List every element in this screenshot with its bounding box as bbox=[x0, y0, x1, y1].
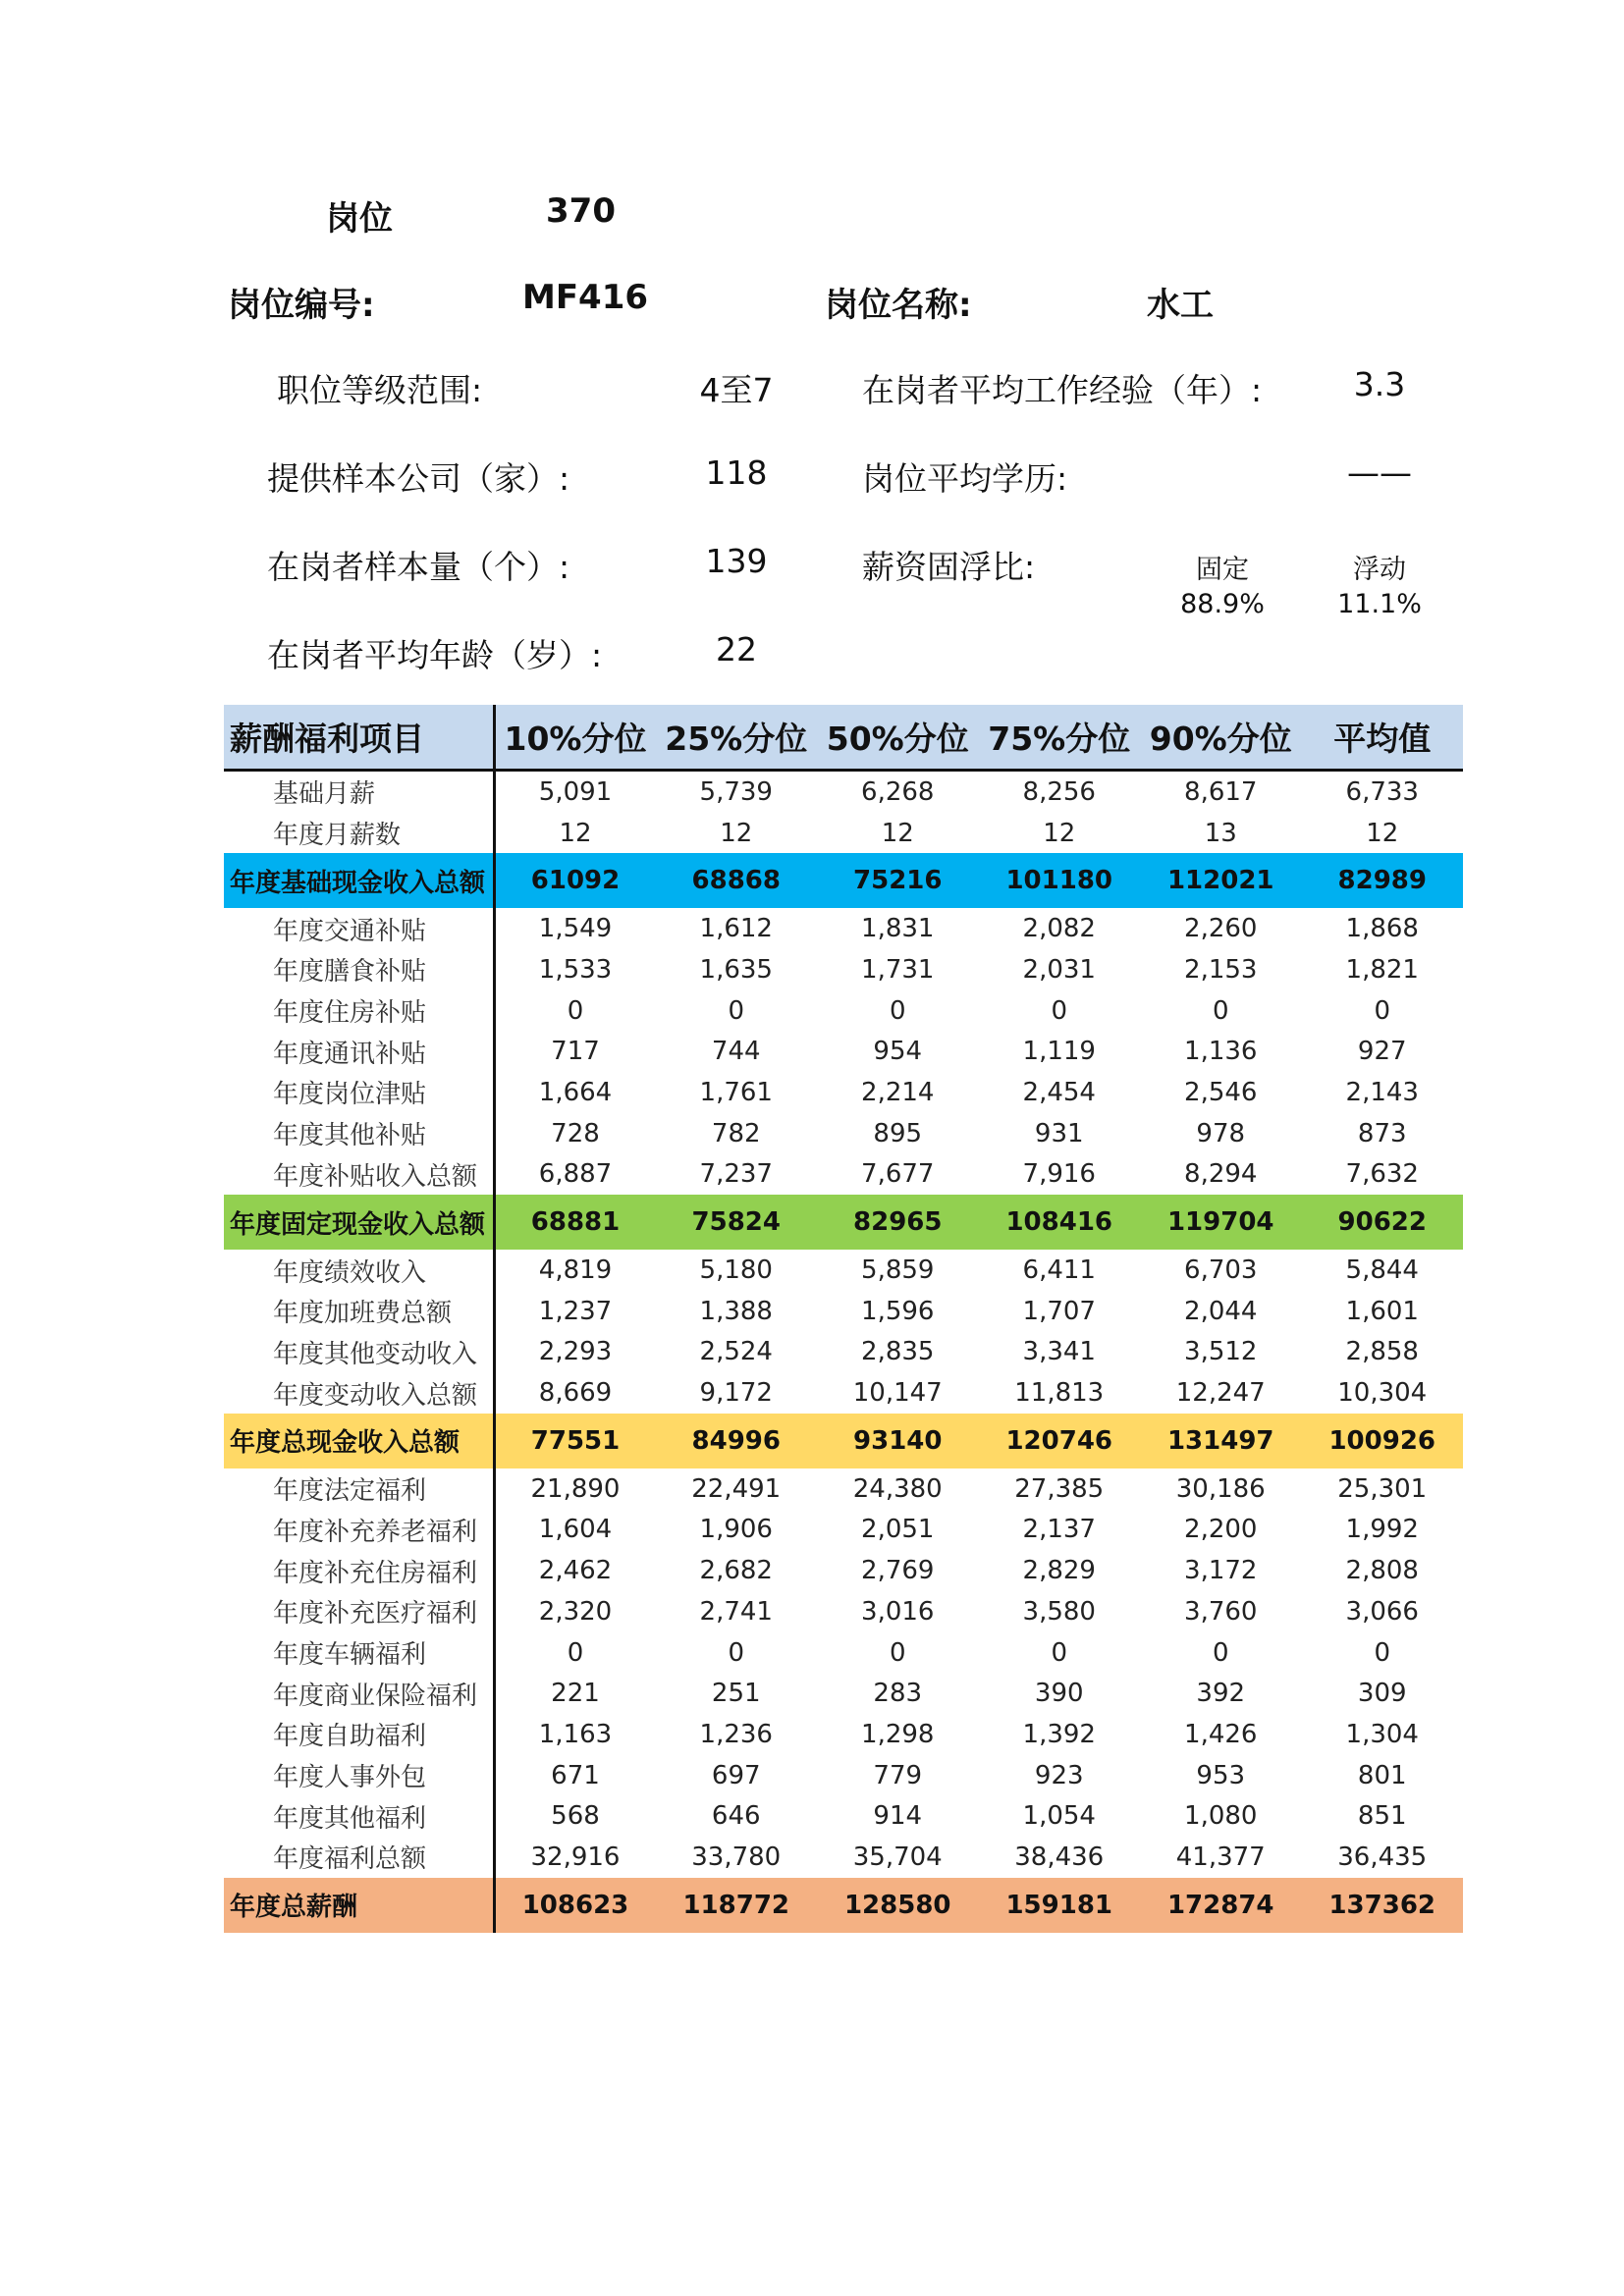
row-label: 年度补充养老福利 bbox=[224, 1510, 494, 1551]
table-cell: 5,739 bbox=[699, 776, 773, 807]
table-cell: 2,524 bbox=[699, 1337, 773, 1367]
table-cell: 744 bbox=[711, 1037, 761, 1067]
table-cell: 568 bbox=[551, 1801, 600, 1832]
table-cell: 2,808 bbox=[1345, 1556, 1419, 1586]
table-cell: 221 bbox=[551, 1679, 600, 1709]
column-header: 75%分位 bbox=[979, 705, 1141, 771]
table-cell: 2,320 bbox=[538, 1596, 613, 1627]
summary-row bbox=[224, 1878, 1463, 1933]
table-cell: 12 bbox=[720, 818, 753, 848]
table-cell: 11,813 bbox=[1014, 1378, 1105, 1409]
table-cell: 119704 bbox=[1166, 1207, 1274, 1238]
table-cell: 0 bbox=[889, 995, 906, 1026]
table-row bbox=[224, 1550, 1463, 1591]
compensation-table bbox=[224, 705, 1463, 1933]
table-cell: 118772 bbox=[682, 1890, 790, 1920]
table-cell: 1,906 bbox=[699, 1515, 773, 1545]
table-cell: 6,703 bbox=[1184, 1255, 1258, 1286]
table-cell: 108416 bbox=[1005, 1207, 1113, 1238]
table-cell: 1,707 bbox=[1022, 1296, 1096, 1326]
table-cell: 12 bbox=[881, 818, 914, 848]
avg-age-label: 在岗者平均年龄（岁）: bbox=[267, 636, 603, 674]
table-cell: 1,163 bbox=[538, 1719, 613, 1749]
table-cell: 851 bbox=[1357, 1801, 1407, 1832]
table-cell: 128580 bbox=[843, 1890, 951, 1920]
table-cell: 30,186 bbox=[1175, 1473, 1266, 1504]
table-cell: 1,392 bbox=[1022, 1719, 1096, 1749]
table-cell: 120746 bbox=[1005, 1425, 1113, 1456]
table-row bbox=[224, 1031, 1463, 1072]
table-cell: 33,780 bbox=[691, 1842, 782, 1872]
table-cell: 8,617 bbox=[1184, 776, 1258, 807]
table-cell: 3,066 bbox=[1345, 1596, 1419, 1627]
table-row bbox=[224, 1714, 1463, 1755]
table-cell: 3,580 bbox=[1022, 1596, 1096, 1627]
table-cell: 1,080 bbox=[1184, 1801, 1258, 1832]
table-cell: 7,632 bbox=[1345, 1159, 1419, 1190]
table-cell: 36,435 bbox=[1337, 1842, 1428, 1872]
table-cell: 3,016 bbox=[861, 1596, 935, 1627]
table-cell: 4,819 bbox=[538, 1255, 613, 1286]
column-header: 平均值 bbox=[1302, 705, 1464, 771]
table-cell: 7,237 bbox=[699, 1159, 773, 1190]
table-cell: 1,549 bbox=[538, 914, 613, 944]
table-cell: 1,821 bbox=[1345, 954, 1419, 985]
table-cell: 2,031 bbox=[1022, 954, 1096, 985]
table-cell: 1,304 bbox=[1345, 1719, 1419, 1749]
table-cell: 0 bbox=[567, 995, 584, 1026]
fixed-value: 88.9% bbox=[1180, 589, 1265, 619]
table-row bbox=[224, 1837, 1463, 1878]
table-cell: 13 bbox=[1204, 818, 1237, 848]
table-cell: 82989 bbox=[1337, 866, 1427, 896]
table-cell: 0 bbox=[1212, 995, 1229, 1026]
table-row bbox=[224, 990, 1463, 1032]
row-label: 年度自助福利 bbox=[224, 1714, 494, 1755]
table-cell: 7,677 bbox=[861, 1159, 935, 1190]
post-name-value: 水工 bbox=[1147, 286, 1214, 325]
table-cell: 392 bbox=[1196, 1679, 1246, 1709]
table-cell: 5,180 bbox=[699, 1255, 773, 1286]
table-cell: 1,664 bbox=[538, 1077, 613, 1107]
row-label: 年度人事外包 bbox=[224, 1755, 494, 1796]
table-cell: 32,916 bbox=[530, 1842, 621, 1872]
table-cell: 1,831 bbox=[861, 914, 935, 944]
fixed-float-ratio-label: 薪资固浮比: bbox=[862, 548, 1036, 586]
table-cell: 3,512 bbox=[1184, 1337, 1258, 1367]
table-cell: 1,236 bbox=[699, 1719, 773, 1749]
table-cell: 1,601 bbox=[1345, 1296, 1419, 1326]
table-cell: 5,091 bbox=[538, 776, 613, 807]
table-cell: 873 bbox=[1357, 1118, 1407, 1148]
table-cell: 914 bbox=[873, 1801, 923, 1832]
table-cell: 101180 bbox=[1005, 866, 1113, 896]
row-label: 年度福利总额 bbox=[224, 1837, 494, 1878]
table-cell: 2,293 bbox=[538, 1337, 613, 1367]
table-cell: 172874 bbox=[1166, 1890, 1274, 1920]
row-label: 年度绩效收入 bbox=[224, 1250, 494, 1291]
table-cell: 646 bbox=[711, 1801, 761, 1832]
table-cell: 390 bbox=[1034, 1679, 1084, 1709]
table-cell: 8,669 bbox=[538, 1378, 613, 1409]
table-cell: 68868 bbox=[691, 866, 781, 896]
row-label: 年度补充住房福利 bbox=[224, 1550, 494, 1591]
fixed-label: 固定 bbox=[1196, 555, 1249, 585]
table-row bbox=[224, 1154, 1463, 1196]
table-cell: 9,172 bbox=[699, 1378, 773, 1409]
table-row bbox=[224, 1795, 1463, 1837]
table-cell: 2,214 bbox=[861, 1077, 935, 1107]
table-cell: 2,044 bbox=[1184, 1296, 1258, 1326]
table-cell: 931 bbox=[1034, 1118, 1084, 1148]
row-label: 年度补贴收入总额 bbox=[224, 1154, 494, 1196]
table-cell: 2,137 bbox=[1022, 1515, 1096, 1545]
row-label: 年度固定现金收入总额 bbox=[224, 1195, 494, 1250]
table-cell: 90622 bbox=[1337, 1207, 1427, 1238]
table-cell: 1,731 bbox=[861, 954, 935, 985]
row-label: 年度总现金收入总额 bbox=[224, 1414, 494, 1468]
table-cell: 717 bbox=[551, 1037, 600, 1067]
table-cell: 3,760 bbox=[1184, 1596, 1258, 1627]
table-cell: 2,741 bbox=[699, 1596, 773, 1627]
table-row bbox=[224, 1332, 1463, 1373]
table-cell: 84996 bbox=[691, 1425, 781, 1456]
table-cell: 100926 bbox=[1328, 1425, 1436, 1456]
table-cell: 6,268 bbox=[861, 776, 935, 807]
row-label: 年度其他福利 bbox=[224, 1795, 494, 1837]
row-label: 年度商业保险福利 bbox=[224, 1673, 494, 1714]
table-cell: 27,385 bbox=[1014, 1473, 1105, 1504]
summary-row bbox=[224, 853, 1463, 908]
table-row bbox=[224, 1510, 1463, 1551]
table-cell: 35,704 bbox=[852, 1842, 943, 1872]
table-cell: 12 bbox=[559, 818, 592, 848]
table-cell: 61092 bbox=[530, 866, 621, 896]
sample-companies-label: 提供样本公司（家）: bbox=[267, 459, 570, 498]
sample-companies-value: 118 bbox=[705, 454, 768, 492]
table-cell: 2,153 bbox=[1184, 954, 1258, 985]
table-cell: 75216 bbox=[853, 866, 943, 896]
table-cell: 75824 bbox=[691, 1207, 781, 1238]
table-cell: 25,301 bbox=[1337, 1473, 1428, 1504]
row-label: 年度车辆福利 bbox=[224, 1632, 494, 1674]
table-cell: 8,256 bbox=[1022, 776, 1096, 807]
table-cell: 6,733 bbox=[1345, 776, 1419, 807]
table-cell: 112021 bbox=[1166, 866, 1274, 896]
row-label: 年度基础现金收入总额 bbox=[224, 853, 494, 908]
table-cell: 2,143 bbox=[1345, 1077, 1419, 1107]
table-cell: 2,260 bbox=[1184, 914, 1258, 944]
post-code-label: 岗位编号: bbox=[228, 286, 375, 325]
column-header: 薪酬福利项目 bbox=[224, 705, 494, 771]
table-cell: 0 bbox=[1374, 995, 1391, 1026]
avg-experience-label: 在岗者平均工作经验（年）: bbox=[862, 371, 1263, 409]
table-cell: 159181 bbox=[1005, 1890, 1113, 1920]
row-label: 基础月薪 bbox=[224, 771, 494, 813]
row-label: 年度变动收入总额 bbox=[224, 1372, 494, 1414]
table-cell: 1,298 bbox=[861, 1719, 935, 1749]
table-cell: 6,887 bbox=[538, 1159, 613, 1190]
row-label: 年度其他变动收入 bbox=[224, 1332, 494, 1373]
table-cell: 251 bbox=[711, 1679, 761, 1709]
post-name-label: 岗位名称: bbox=[825, 286, 972, 325]
table-row bbox=[224, 1250, 1463, 1291]
column-header: 10%分位 bbox=[494, 705, 656, 771]
table-cell: 2,835 bbox=[861, 1337, 935, 1367]
row-label: 年度其他补贴 bbox=[224, 1113, 494, 1154]
table-cell: 3,172 bbox=[1184, 1556, 1258, 1586]
table-cell: 1,054 bbox=[1022, 1801, 1096, 1832]
table-row bbox=[224, 1113, 1463, 1154]
table-cell: 895 bbox=[873, 1118, 923, 1148]
post-value: 370 bbox=[546, 191, 616, 231]
table-cell: 93140 bbox=[853, 1425, 943, 1456]
row-label: 年度膳食补贴 bbox=[224, 949, 494, 990]
table-cell: 1,237 bbox=[538, 1296, 613, 1326]
table-cell: 137362 bbox=[1328, 1890, 1436, 1920]
table-row bbox=[224, 1291, 1463, 1332]
table-cell: 108623 bbox=[521, 1890, 629, 1920]
table-cell: 1,604 bbox=[538, 1515, 613, 1545]
table-cell: 7,916 bbox=[1022, 1159, 1096, 1190]
table-row bbox=[224, 908, 1463, 949]
avg-education-value: —— bbox=[1347, 454, 1412, 492]
post-code-value: MF416 bbox=[522, 278, 649, 317]
table-cell: 978 bbox=[1196, 1118, 1246, 1148]
table-row bbox=[224, 1591, 1463, 1632]
table-cell: 923 bbox=[1034, 1760, 1084, 1790]
table-cell: 24,380 bbox=[852, 1473, 943, 1504]
table-cell: 671 bbox=[551, 1760, 600, 1790]
table-cell: 8,294 bbox=[1184, 1159, 1258, 1190]
table-cell: 22,491 bbox=[691, 1473, 782, 1504]
table-header-row bbox=[224, 705, 1463, 771]
table-cell: 1,533 bbox=[538, 954, 613, 985]
table-cell: 12 bbox=[1366, 818, 1399, 848]
table-cell: 927 bbox=[1357, 1037, 1407, 1067]
table-cell: 0 bbox=[1051, 1637, 1068, 1668]
table-cell: 1,635 bbox=[699, 954, 773, 985]
row-label: 年度月薪数 bbox=[224, 813, 494, 854]
table-cell: 2,858 bbox=[1345, 1337, 1419, 1367]
table-cell: 12 bbox=[1043, 818, 1076, 848]
float-value: 11.1% bbox=[1337, 589, 1422, 619]
table-cell: 0 bbox=[728, 995, 745, 1026]
table-cell: 82965 bbox=[853, 1207, 943, 1238]
table-cell: 283 bbox=[873, 1679, 923, 1709]
avg-age-value: 22 bbox=[716, 630, 757, 668]
table-cell: 21,890 bbox=[530, 1473, 621, 1504]
table-cell: 1,119 bbox=[1022, 1037, 1096, 1067]
row-label: 年度总薪酬 bbox=[224, 1878, 494, 1933]
table-cell: 1,596 bbox=[861, 1296, 935, 1326]
sample-size-value: 139 bbox=[705, 542, 768, 580]
table-cell: 2,462 bbox=[538, 1556, 613, 1586]
summary-row bbox=[224, 1414, 1463, 1468]
post-label: 岗位 bbox=[326, 199, 393, 239]
column-header: 90%分位 bbox=[1140, 705, 1302, 771]
table-cell: 2,769 bbox=[861, 1556, 935, 1586]
table-row bbox=[224, 1632, 1463, 1674]
table-row bbox=[224, 1072, 1463, 1113]
avg-education-label: 岗位平均学历: bbox=[862, 459, 1068, 498]
table-row bbox=[224, 813, 1463, 854]
table-cell: 131497 bbox=[1166, 1425, 1274, 1456]
table-cell: 2,051 bbox=[861, 1515, 935, 1545]
table-cell: 38,436 bbox=[1014, 1842, 1105, 1872]
table-row bbox=[224, 1372, 1463, 1414]
table-cell: 309 bbox=[1357, 1679, 1407, 1709]
row-label: 年度岗位津贴 bbox=[224, 1072, 494, 1113]
table-cell: 1,761 bbox=[699, 1077, 773, 1107]
table-cell: 954 bbox=[873, 1037, 923, 1067]
column-header: 50%分位 bbox=[817, 705, 979, 771]
table-cell: 2,082 bbox=[1022, 914, 1096, 944]
table-cell: 1,992 bbox=[1345, 1515, 1419, 1545]
table-cell: 2,829 bbox=[1022, 1556, 1096, 1586]
table-cell: 0 bbox=[1212, 1637, 1229, 1668]
table-cell: 779 bbox=[873, 1760, 923, 1790]
table-cell: 10,147 bbox=[852, 1378, 943, 1409]
grade-range-label: 职位等级范围: bbox=[277, 371, 483, 409]
table-cell: 953 bbox=[1196, 1760, 1246, 1790]
table-cell: 1,612 bbox=[699, 914, 773, 944]
table-row bbox=[224, 1673, 1463, 1714]
grade-range-value: 4至7 bbox=[699, 371, 774, 409]
table-row bbox=[224, 949, 1463, 990]
table-cell: 0 bbox=[567, 1637, 584, 1668]
row-label: 年度住房补贴 bbox=[224, 990, 494, 1032]
table-cell: 782 bbox=[711, 1118, 761, 1148]
table-cell: 1,136 bbox=[1184, 1037, 1258, 1067]
table-cell: 1,388 bbox=[699, 1296, 773, 1326]
table-cell: 77551 bbox=[530, 1425, 621, 1456]
table-cell: 2,682 bbox=[699, 1556, 773, 1586]
summary-row bbox=[224, 1195, 1463, 1250]
table-body bbox=[224, 771, 1463, 1933]
table-cell: 10,304 bbox=[1337, 1378, 1428, 1409]
table-cell: 1,868 bbox=[1345, 914, 1419, 944]
table-cell: 0 bbox=[889, 1637, 906, 1668]
table-cell: 5,844 bbox=[1345, 1255, 1419, 1286]
row-label: 年度加班费总额 bbox=[224, 1291, 494, 1332]
table-cell: 801 bbox=[1357, 1760, 1407, 1790]
table-cell: 2,200 bbox=[1184, 1515, 1258, 1545]
table-cell: 12,247 bbox=[1175, 1378, 1266, 1409]
table-cell: 5,859 bbox=[861, 1255, 935, 1286]
table-cell: 697 bbox=[711, 1760, 761, 1790]
table-cell: 2,454 bbox=[1022, 1077, 1096, 1107]
float-label: 浮动 bbox=[1353, 555, 1406, 585]
sample-size-label: 在岗者样本量（个）: bbox=[267, 548, 570, 586]
avg-experience-value: 3.3 bbox=[1353, 365, 1406, 403]
row-label: 年度交通补贴 bbox=[224, 908, 494, 949]
table-row bbox=[224, 1468, 1463, 1510]
table-cell: 68881 bbox=[530, 1207, 621, 1238]
row-label: 年度补充医疗福利 bbox=[224, 1591, 494, 1632]
table-cell: 41,377 bbox=[1175, 1842, 1266, 1872]
table-cell: 728 bbox=[551, 1118, 600, 1148]
table-cell: 1,426 bbox=[1184, 1719, 1258, 1749]
table-cell: 0 bbox=[728, 1637, 745, 1668]
table-cell: 0 bbox=[1051, 995, 1068, 1026]
table-cell: 6,411 bbox=[1022, 1255, 1096, 1286]
table-row bbox=[224, 771, 1463, 813]
row-label: 年度通讯补贴 bbox=[224, 1031, 494, 1072]
table-cell: 3,341 bbox=[1022, 1337, 1096, 1367]
row-label: 年度法定福利 bbox=[224, 1468, 494, 1510]
table-cell: 2,546 bbox=[1184, 1077, 1258, 1107]
table-row bbox=[224, 1755, 1463, 1796]
column-header: 25%分位 bbox=[656, 705, 818, 771]
table-cell: 0 bbox=[1374, 1637, 1391, 1668]
